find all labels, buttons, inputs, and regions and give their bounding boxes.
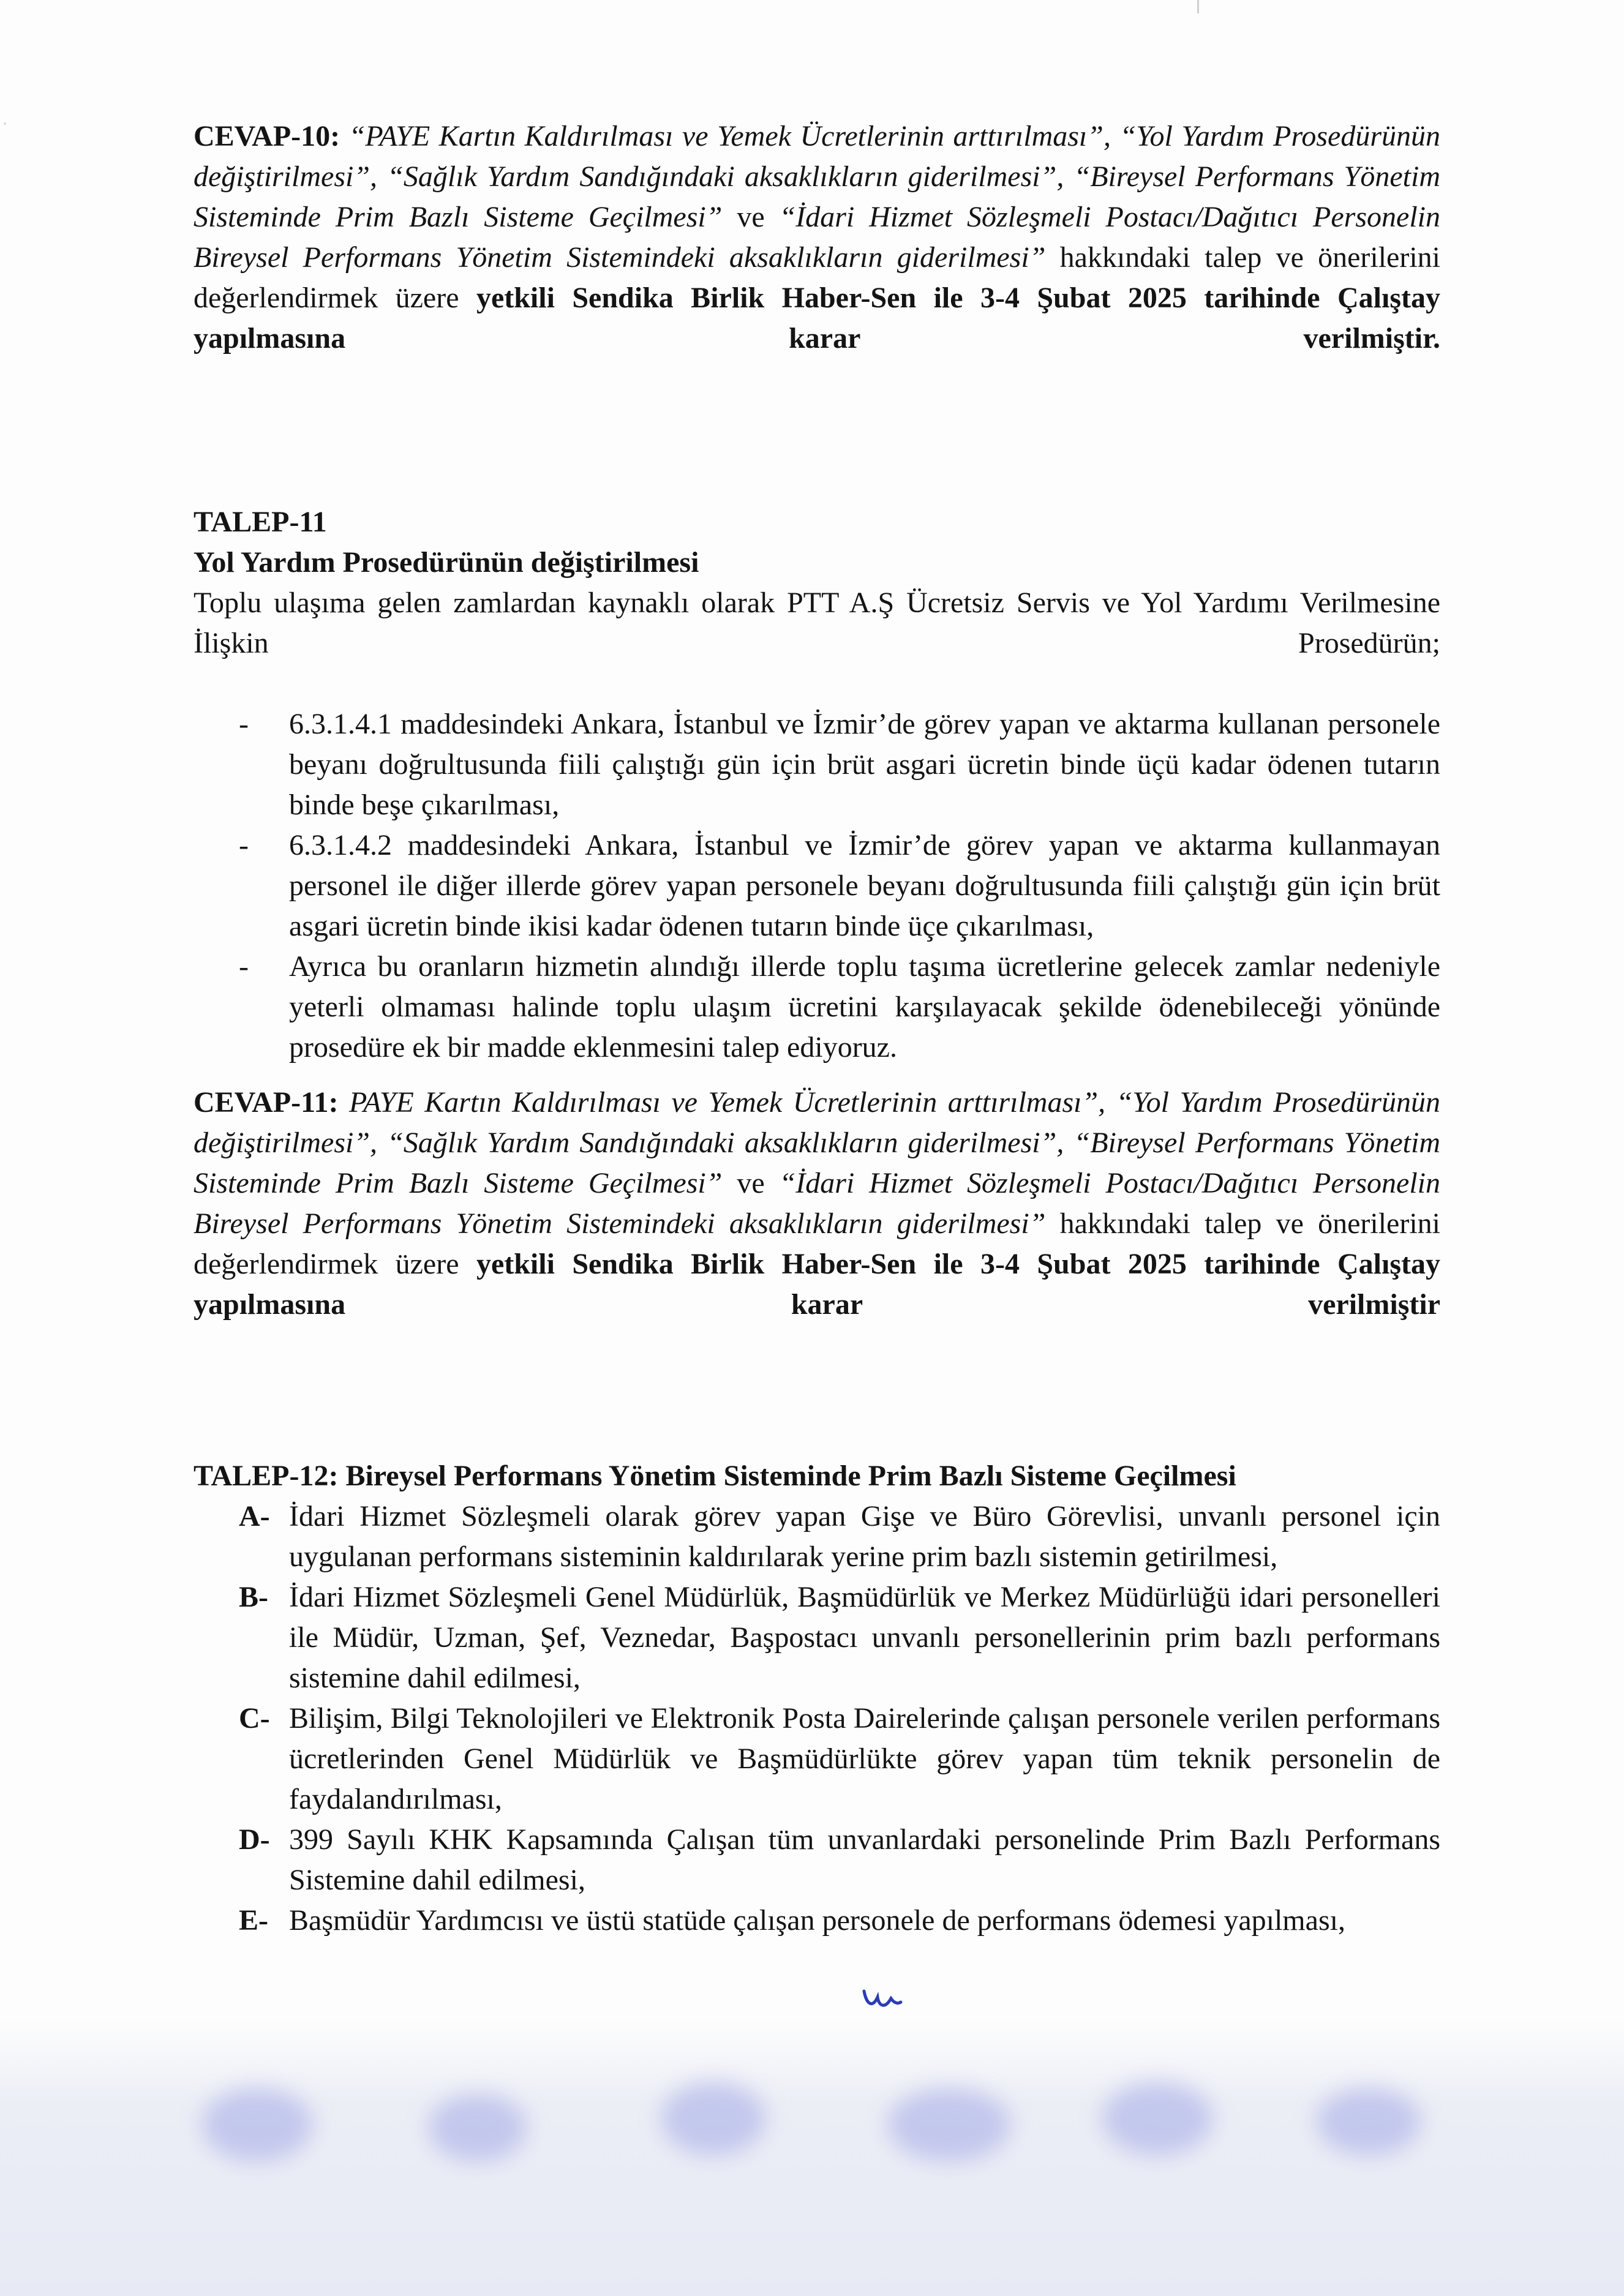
scan-edge-mark bbox=[1197, 0, 1199, 13]
cevap-10-middle: hakkındaki talep ve önerilerini değerlendirmek üzere bbox=[194, 241, 1440, 314]
dash-marker: - bbox=[239, 708, 249, 740]
cevap-11-paragraph bbox=[194, 1082, 1440, 1365]
cevap-10-topic-4: “Bireysel Performans Yönetim Sisteminde Prim Bazlı Sisteme Geçilmesi” bbox=[194, 160, 1441, 233]
talep-12-section bbox=[194, 1456, 1440, 1941]
cevap-11-conj: ve bbox=[737, 1167, 765, 1199]
cevap-11-topic-3: “Sağlık Yardım Sandığındaki aksaklıkların giderilmesi”, bbox=[387, 1127, 1064, 1159]
scan-speck bbox=[4, 122, 6, 125]
cevap-10-topic-1: “PAYE Kartın Kaldırılması ve Yemek Ücretlerinin arttırılması”, bbox=[348, 120, 1111, 152]
talep-11-bullet-text: 6.3.1.4.2 maddesindeki Ankara, İstanbul ve İzmir’de görev yapan ve aktarma kullanmayan personel ile diğer illerde görev yapan personele beyanı doğrultusunda fiili çalıştığı gün için brüt asgari ücretin binde ikisi kadar ödenen tutarın binde üçe çıkarılması, bbox=[289, 829, 1440, 942]
talep-12-item bbox=[194, 1698, 1440, 1820]
talep-12-item bbox=[194, 1496, 1440, 1577]
dash-marker: - bbox=[239, 829, 249, 861]
talep-12-heading: TALEP-12: Bireysel Performans Yönetim Sisteminde Prim Bazlı Sisteme Geçilmesi bbox=[194, 1460, 1236, 1492]
cevap-11-topic-5: “İdari Hizmet Sözleşmeli Postacı/Dağıtıcı Personelin Bireysel Performans Yönetim Sistemindeki aksaklıkların giderilmesi” bbox=[194, 1167, 1441, 1240]
item-letter: D- bbox=[239, 1823, 270, 1856]
blurred-footer bbox=[0, 2020, 1624, 2296]
cevap-11-topic-4: “Bireysel Performans Yönetim Sisteminde Prim Bazlı Sisteme Geçilmesi” bbox=[194, 1127, 1441, 1199]
talep-11-subheading: Yol Yardım Prosedürünün değiştirilmesi bbox=[194, 546, 699, 579]
cevap-10-topic-3: “Sağlık Yardım Sandığındaki aksaklıkların giderilmesi”, bbox=[387, 160, 1064, 193]
blurred-signature bbox=[202, 2088, 312, 2161]
item-letter: B- bbox=[239, 1581, 268, 1613]
item-text: Bilişim, Bilgi Teknolojileri ve Elektronik Posta Dairelerinde çalışan personele verilen performans ücretlerinden Genel Müdürlük ve Başmüdürlükte görev yapan tüm teknik personelin de faydalandırılması, bbox=[289, 1702, 1440, 1815]
cevap-10-topic-5: “İdari Hizmet Sözleşmeli Postacı/Dağıtıcı Personelin Bireysel Performans Yönetim Sistemindeki aksaklıkların giderilmesi” bbox=[194, 201, 1441, 274]
cevap-11-decision: yetkili Sendika Birlik Haber-Sen ile 3-4 Şubat 2025 tarihinde Çalıştay yapılmasına karar verilmiştir bbox=[194, 1248, 1441, 1321]
talep-11-heading: TALEP-11 bbox=[194, 506, 327, 538]
talep-12-item bbox=[194, 1820, 1440, 1900]
blurred-signature bbox=[888, 2088, 1010, 2161]
cevap-11-middle: hakkındaki talep ve önerilerini değerlendirmek üzere bbox=[194, 1207, 1440, 1280]
cevap-10-conj: ve bbox=[737, 201, 765, 233]
talep-11-intro: Toplu ulaşıma gelen zamlardan kaynaklı olarak PTT A.Ş Ücretsiz Servis ve Yol Yardımı Verilmesine İlişkin Prosedürün; bbox=[194, 587, 1440, 659]
talep-11-bullet bbox=[194, 704, 1440, 825]
talep-12-item bbox=[194, 1900, 1440, 1941]
item-text: İdari Hizmet Sözleşmeli olarak görev yapan Gişe ve Büro Görevlisi, unvanlı personel için uygulanan performans sisteminin kaldırılarak yerine prim bazlı sistemin getirilmesi, bbox=[289, 1500, 1440, 1573]
cevap-10-label: CEVAP-10: bbox=[194, 120, 340, 152]
dash-marker: - bbox=[239, 950, 249, 983]
blurred-signature bbox=[429, 2094, 527, 2161]
cevap-11-topic-2: “Yol Yardım Prosedürünün değiştirilmesi”, bbox=[194, 1086, 1440, 1159]
talep-12-item bbox=[194, 1577, 1440, 1698]
item-letter: C- bbox=[239, 1702, 270, 1735]
talep-11-bullet bbox=[194, 947, 1440, 1068]
talep-11-bullet-text: 6.3.1.4.1 maddesindeki Ankara, İstanbul ve İzmir’de görev yapan ve aktarma kullanan personele beyanı doğrultusunda fiili çalıştığı gün için brüt asgari ücretin binde üçü kadar ödenen tutarın binde beşe çıkarılması, bbox=[289, 708, 1440, 821]
cevap-10-decision: yetkili Sendika Birlik Haber-Sen ile 3-4 Şubat 2025 tarihinde Çalıştay yapılmasına karar verilmiştir. bbox=[194, 282, 1441, 355]
talep-11-bullet bbox=[194, 825, 1440, 947]
cevap-10-topic-2: “Yol Yardım Prosedürünün değiştirilmesi”, bbox=[194, 120, 1441, 193]
item-text: İdari Hizmet Sözleşmeli Genel Müdürlük, Başmüdürlük ve Merkez Müdürlüğü idari personelleri ile Müdür, Uzman, Şef, Veznedar, Başpostacı unvanlı personellerinin prim bazlı performans sistemine dahil edilmesi, bbox=[289, 1581, 1440, 1694]
blurred-signature bbox=[1102, 2082, 1212, 2155]
cevap-11-topic-1: PAYE Kartın Kaldırılması ve Yemek Ücretlerinin arttırılması”, bbox=[348, 1086, 1106, 1119]
item-letter: A- bbox=[239, 1500, 270, 1533]
cevap-10-paragraph bbox=[194, 116, 1440, 399]
talep-11-section bbox=[194, 502, 1440, 1068]
blurred-signature bbox=[661, 2082, 765, 2155]
item-text: 399 Sayılı KHK Kapsamında Çalışan tüm unvanlardaki personelinde Prim Bazlı Performans Sistemine dahil edilmesi, bbox=[289, 1823, 1440, 1896]
item-text: Başmüdür Yardımcısı ve üstü statüde çalışan personele de performans ödemesi yapılması, bbox=[289, 1904, 1345, 1937]
signature-mark-icon bbox=[860, 1984, 903, 2014]
cevap-11-label: CEVAP-11: bbox=[194, 1086, 339, 1119]
talep-11-bullet-text: Ayrıca bu oranların hizmetin alındığı illerde toplu taşıma ücretlerine gelecek zamlar nedeniyle yeterli olmaması halinde toplu ulaşım ücretini karşılayacak şekilde ödenebileceği yönünde prosedüre ek bir madde eklenmesini talep ediyoruz. bbox=[289, 950, 1440, 1064]
blurred-signature bbox=[1317, 2088, 1421, 2155]
item-letter: E- bbox=[239, 1904, 268, 1937]
